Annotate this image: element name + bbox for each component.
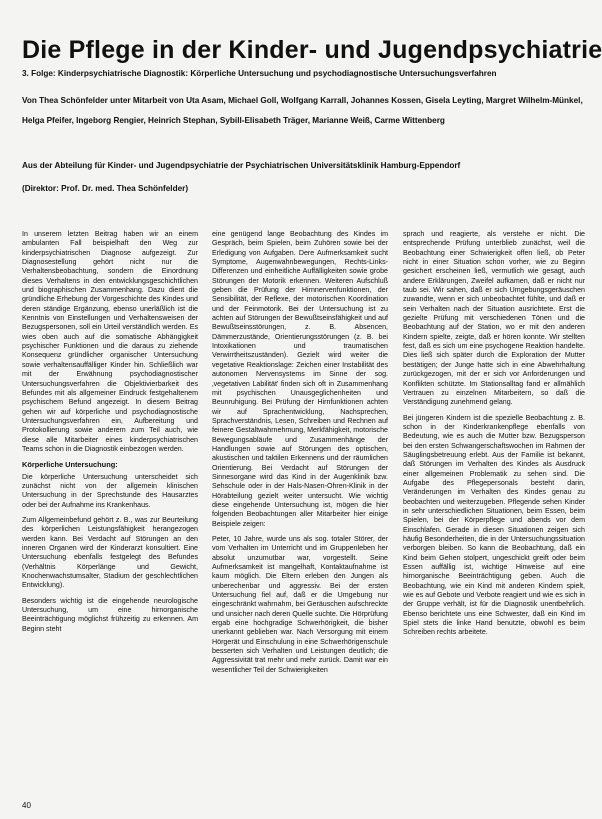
- article-subtitle: 3. Folge: Kinderpsychiatrische Diagnostik: Körperliche Untersuchung und psychodiagnostische Untersuchungsverfahren: [22, 69, 497, 78]
- text-column-2: [212, 230, 388, 800]
- paragraph: Besonders wichtig ist die eingehende neurologische Untersuchung, um eine hirnorganische Beeinträchtigung möglichst frühzeitig zu erkennen. Am Beginn steht: [22, 596, 198, 633]
- page-number: 40: [22, 801, 31, 810]
- paragraph: Bei jüngeren Kindern ist die spezielle Beobachtung z. B. schon in der Kinderkrankenpflege ebenfalls von Bedeutung, wie es auch die Mutter bzw. Bezugsperson bei den ersten Schwangerschaftswochen im Rahmen der Säuglingsbetreuung erlebt. Aus der Familie ist bekannt, daß Störungen im Verhalten des Kindes als Ausdruck einer allgemeinen Problematik zu sehen sind. Die Aufgabe des Pflegepersonals besteht darin, Veränderungen im Verhalten des Kindes genau zu beobachten und weiterzugeben. Pflegende sehen Kinder in sehr unterschiedlichen Situationen, beim Essen, beim Spielen, bei der Körperpflege und abends vor dem Einschlafen. Gerade in diesen Situationen zeigen sich häufig Besonderheiten, die in der Untersuchungssituation verborgen bleiben. So kann die Beobachtung, daß ein Kind beim Gehen stolpert, ungeschickt greift oder beim Essen auffällig ist, wichtige Hinweise auf eine hirnorganische Beeinträchtigung geben. Auch die Beobachtung, wie ein Kind mit anderen Kindern spielt, wie es auf Gebote und Verbote reagiert und wie es sich in der Gruppe verhält, ist für die Diagnostik unentbehrlich. Ebenso berichtete uns eine Schwester, daß ein Kind im Spiel stets die linke Hand benutzte, obwohl es beim Schreiben rechts arbeitete.: [403, 413, 585, 637]
- director-note: (Direktor: Prof. Dr. med. Thea Schönfelder): [22, 184, 189, 193]
- paragraph: In unserem letzten Beitrag haben wir an einem ambulanten Fall beispielhaft den Weg zur kinderpsychiatrischen Diagnose aufgezeigt. Zur Diagnosestellung gehört nicht nur die Verhaltensbeobachtung, sondern die Einordnung dieses Verhaltens in den entwicklungsgeschichtlichen und biographischen Zusammenhang. Dazu dient die gründliche Erhebung der Vorgeschichte des Kindes und deren ständige Ergänzung, ebenso unerläßlich ist die Kenntnis von Einstellungen und Verhaltensweisen der Bezugspersonen, soll ein Urteil verständlich werden. Es wies oben auch auf die somatische Abhängigkeit psychischer Funktionen und die daraus zu ziehende Konsequenz gründlicher organischer Untersuchung sowie verhaltensauffälliger Kinder hin. Schließlich war mit der Erwähnung psychodiagnostischer Untersuchungsverfahren die Objektivierbarkeit des Befundes mit als allgemeiner Eindruck festgehaltenem psychischem Befund angezeigt. In diesem Beitrag gehen wir auf körperliche und psychodiagnostische Untersuchungsverfahren ein, Aufbereitung und Protokollierung sowie anderem zum Teil auch, wie diese alle Mitarbeiter eines kinderpsychiatrischen Teams schon in die Diagnostik einbezogen werden.: [22, 230, 198, 453]
- article-title: Die Pflege in der Kinder- und Jugendpsychiatrie: [22, 35, 602, 64]
- paragraph: eine genügend lange Beobachtung des Kindes im Gespräch, beim Spielen, beim Zuhören sowie bei der Erledigung von Aufgaben. Dere Aufmerksamkeit sucht Symptome, Augenwahnbewegungen, Rechts-Links-Differenzen und einheitliche Auffälligkeiten sowie grobe Störungen der Motorik erkennen. Weiteren Aufschluß geben die Prüfung der Hirnnervenfunktionen, der Sensibilität, der Reflexe, der motorischen Koordination und der Feinmotorik. Bei der Untersuchung ist zu achten auf Störungen der Bewußtseinsfähigkeit und auf Bewußtseinsstörungen, z. B. Absencen, Dämmerzustände, Orientierungsstörungen (z. B. bei Intoxikationen und traumatischen Verwirrtheitszuständen). Gezielt wird weiter die vegetative Reaktionslage: Zeichen einer Instabilität des autonomen Nervensystems im Sinne der sog. ‚vegetativen Labilität' finden sich oft in Zusammenhang mit psychischen Unausgeglichenheiten und Beunruhigung. Bei Prüfung der Hirnfunktionen achten wir auf Sprachentwicklung, Nachsprechen, Sprachverständnis, Lesen, Schreiben und Rechnen auf feinere Gestaltwahrnehmung, Merkfähigkeit, motorische Bewegungsabläufe und Zusammenhänge der Handlungen sowie auf Störungen des optischen, akustischen und taktilen Erkennens und der räumlichen Orientierung. Bei Verdacht auf Störungen der Sinnesorgane wird das Kind in der Augenklinik bzw. Sehschule oder in der Hals-Nasen-Ohren-Klinik in der Hörabteilung gezielt weiter untersucht. Wie wichtig diese eingehende Untersuchung ist, mögen die hier folgenden Beobachtungen aller Mitarbeiter hier einige Beispiele zeigen:: [212, 230, 388, 528]
- paragraph: sprach und reagierte, als verstehe er nicht. Die entsprechende Prüfung unterblieb zunächst, weil die Beobachtung einer Schwierigkeit offen ließ, ob Peter nicht in einer Situation schon vorher, wie zu Beginn gesichert erscheinen ließ, vermutlich wie gesagt, auch andere Erklärungen, Zweifel aufkamen, daß er nicht nur taub sei. Wir sahen, daß er sich Umgebungsgeräuschen zuwandte, wenn er sich unbeobachtet fühlte, und daß er sein Verhalten nach der Situation ausrichtete. Erst die gezielte Prüfung mit verschiedenen Tönen und die Beobachtung auf der Station, wo er mit den anderen Kindern spielte, zeigte, daß er hören konnte. Wir stellten fest, daß es sich um eine psychogene Reaktion handelte. Dies ließ sich später durch die Exploration der Mutter bestätigen; der Junge hatte sich in eine Abwehrhaltung zurückgezogen, mit der er sich vor Anforderungen und Konflikten schützte. Im Stationsalltag fand er allmählich Vertrauen zu einzelnen Mitarbeitern, so daß die Verständigung zunehmend gelang.: [403, 230, 585, 407]
- text-column-1: [22, 230, 198, 800]
- author-list: Von Thea Schönfelder unter Mitarbeit von Uta Asam, Michael Goll, Wolfgang Karrall, Johannes Kossen, Gisela Leyting, Margret Wilhelm-Münkel, Helga Pfeifer, Ingeborg Rengier, Heinrich Stephan, Sybill-Elisabeth Träger, Marianne Weiß, Carme Wittenberg: [22, 96, 583, 125]
- text-column-3: [403, 230, 585, 800]
- paragraph: Peter, 10 Jahre, wurde uns als sog. totaler Störer, der vom Verhalten im Unterricht und im Gruppenleben her absolut unzumutbar war, vorgestellt. Seine Aufmerksamkeit ist mangelhaft, Kontaktaufnahme ist kaum möglich. Die Eltern erleben den Jungen als unberechenbar und aggressiv. Bei der ersten Untersuchung fiel auf, daß er die Umgebung nur eingeschränkt wahrnahm, bei Geräuschen aufschreckte und unsicher nach deren Quelle suchte. Die Hörprüfung ergab eine hochgradige Schwerhörigkeit, die bisher unerkannt geblieben war. Nach Versorgung mit einem Hörgerät und Einschulung in eine Schwerhörigenschule besserten sich Verhalten und Leistungen deutlich; die Aggressivität trat mehr und mehr zurück. Damit war ein wesentlicher Teil der Schwierigkeiten: [212, 535, 388, 674]
- paragraph: Zum Allgemeinbefund gehört z. B., was zur Beurteilung des körperlichen Leistungsfähigkeit herangezogen werden kann. Bei Verdacht auf Störungen an den inneren Organen wird der Kinderarzt konsultiert. Eine Untersuchung ebenfalls festgelegt des Befundes (Verhältnis Körperlänge und Gewicht, Knochenwachstumsalter, Stadium der geschlechtlichen Entwicklung).: [22, 515, 198, 590]
- paragraph: Die körperliche Untersuchung unterscheidet sich zunächst nicht von der allgemein klinischen Untersuchung in der Sprechstunde des Hausarztes oder bei der Aufnahme ins Krankenhaus.: [22, 472, 198, 509]
- section-heading: Körperliche Untersuchung:: [22, 460, 118, 470]
- affiliation: Aus der Abteilung für Kinder- und Jugendpsychiatrie der Psychiatrischen Universitätsklinik Hamburg-Eppendorf: [22, 161, 461, 170]
